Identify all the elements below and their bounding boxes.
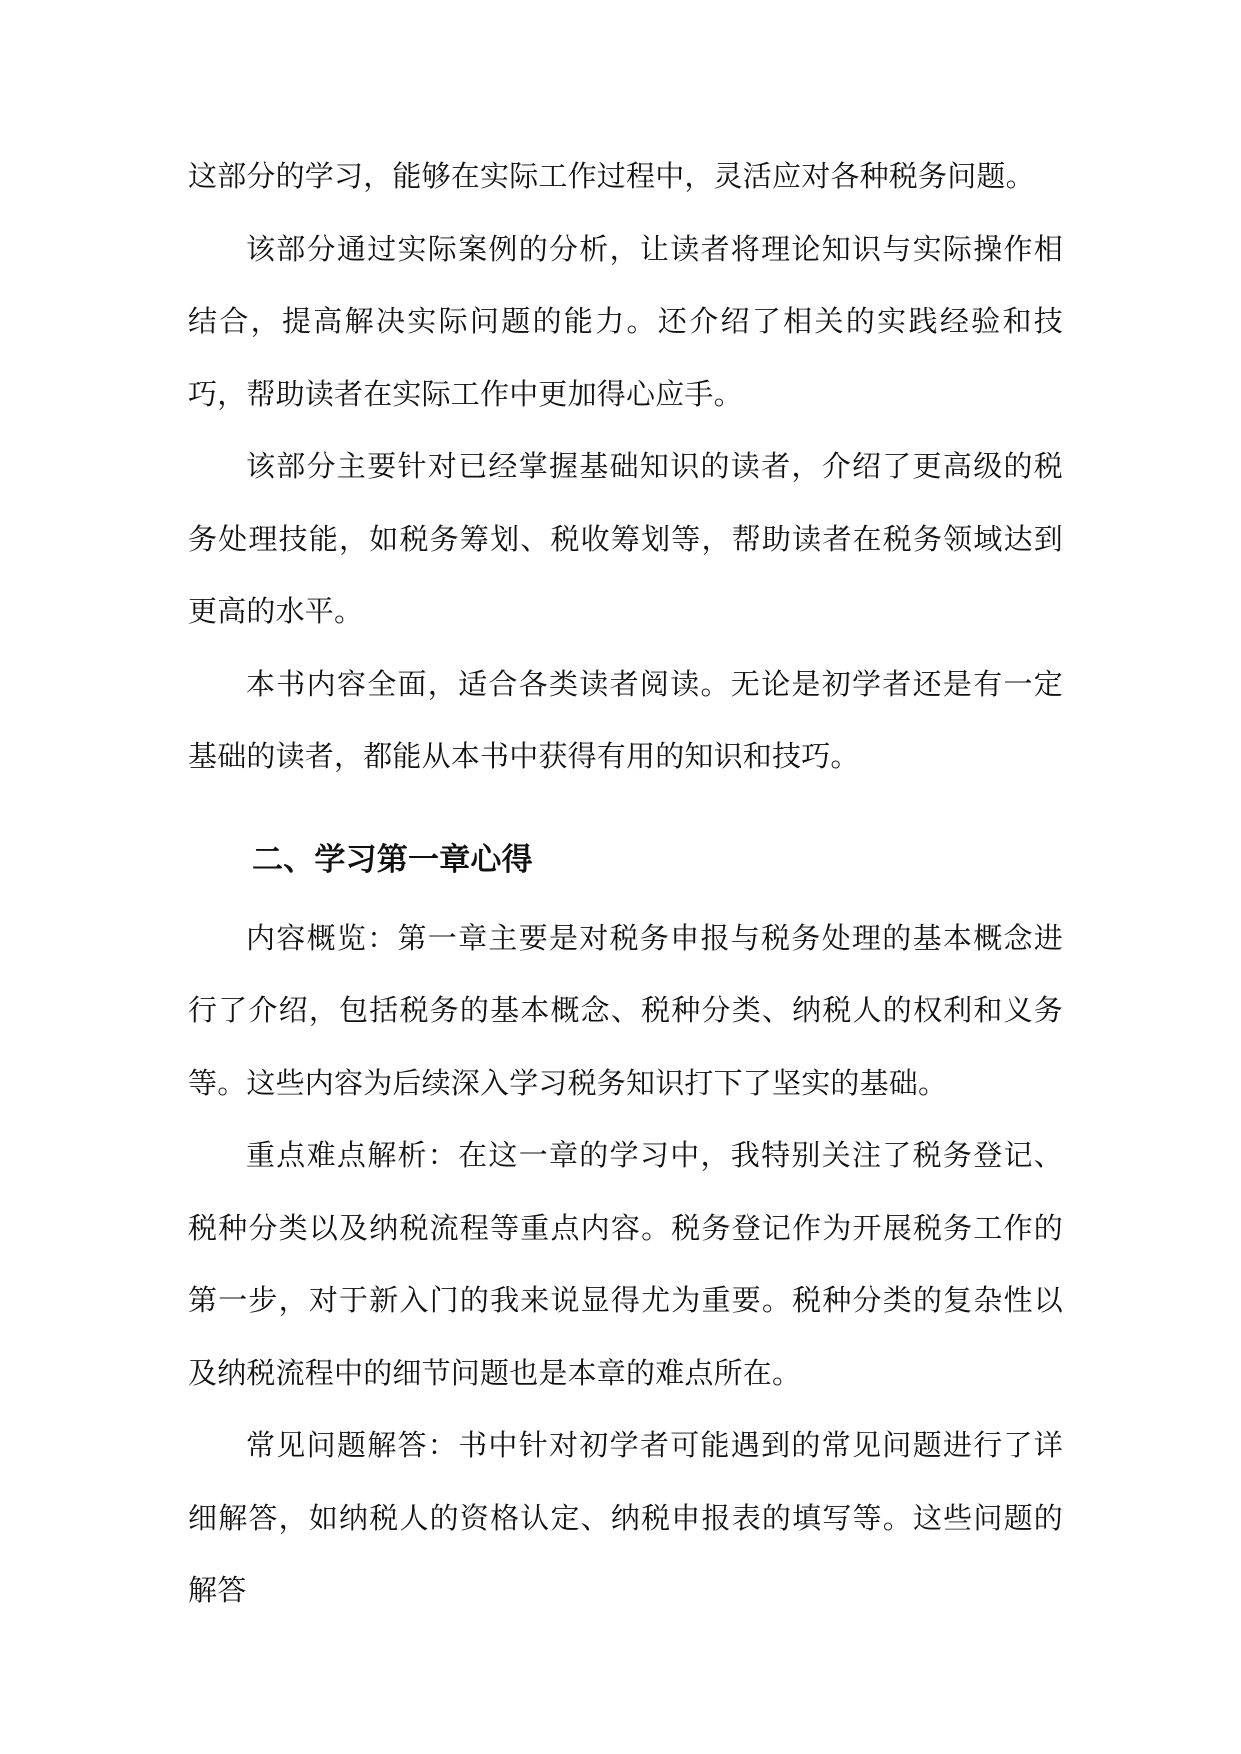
paragraph-continuation: 这部分的学习，能够在实际工作过程中，灵活应对各种税务问题。 — [188, 159, 1035, 193]
section-heading: 二、学习第一章心得 — [252, 841, 533, 878]
paragraph-advanced-skills: 该部分主要针对已经掌握基础知识的读者，介绍了更高级的税务处理技能，如税务筹划、税收筹划等，帮助读者在税务领域达到更高的水平。 — [188, 449, 1063, 628]
paragraph-faq: 常见问题解答：书中针对初学者可能遇到的常见问题进行了详细解答，如纳税人的资格认定、纳税申报表的填写等。这些问题的解答 — [188, 1428, 1063, 1607]
document-body — [188, 140, 1063, 1627]
paragraph-case-analysis: 该部分通过实际案例的分析，让读者将理论知识与实际操作相结合，提高解决实际问题的能力。还介绍了相关的实践经验和技巧，帮助读者在实际工作中更加得心应手。 — [188, 231, 1063, 411]
paragraph-content-overview: 内容概览：第一章主要是对税务申报与税务处理的基本概念进行了介绍，包括税务的基本概念、税种分类、纳税人的权利和义务等。这些内容为后续深入学习税务知识打下了坚实的基础。 — [188, 920, 1063, 1100]
paragraph-key-points: 重点难点解析：在这一章的学习中，我特别关注了税务登记、税种分类以及纳税流程等重点内容。税务登记作为开展税务工作的第一步，对于新入门的我来说显得尤为重要。税种分类的复杂性以及纳税流程中的细节问题也是本章的难点所在。 — [188, 1138, 1063, 1390]
paragraph-book-summary: 本书内容全面，适合各类读者阅读。无论是初学者还是有一定基础的读者，都能从本书中获得有用的知识和技巧。 — [188, 666, 1063, 773]
